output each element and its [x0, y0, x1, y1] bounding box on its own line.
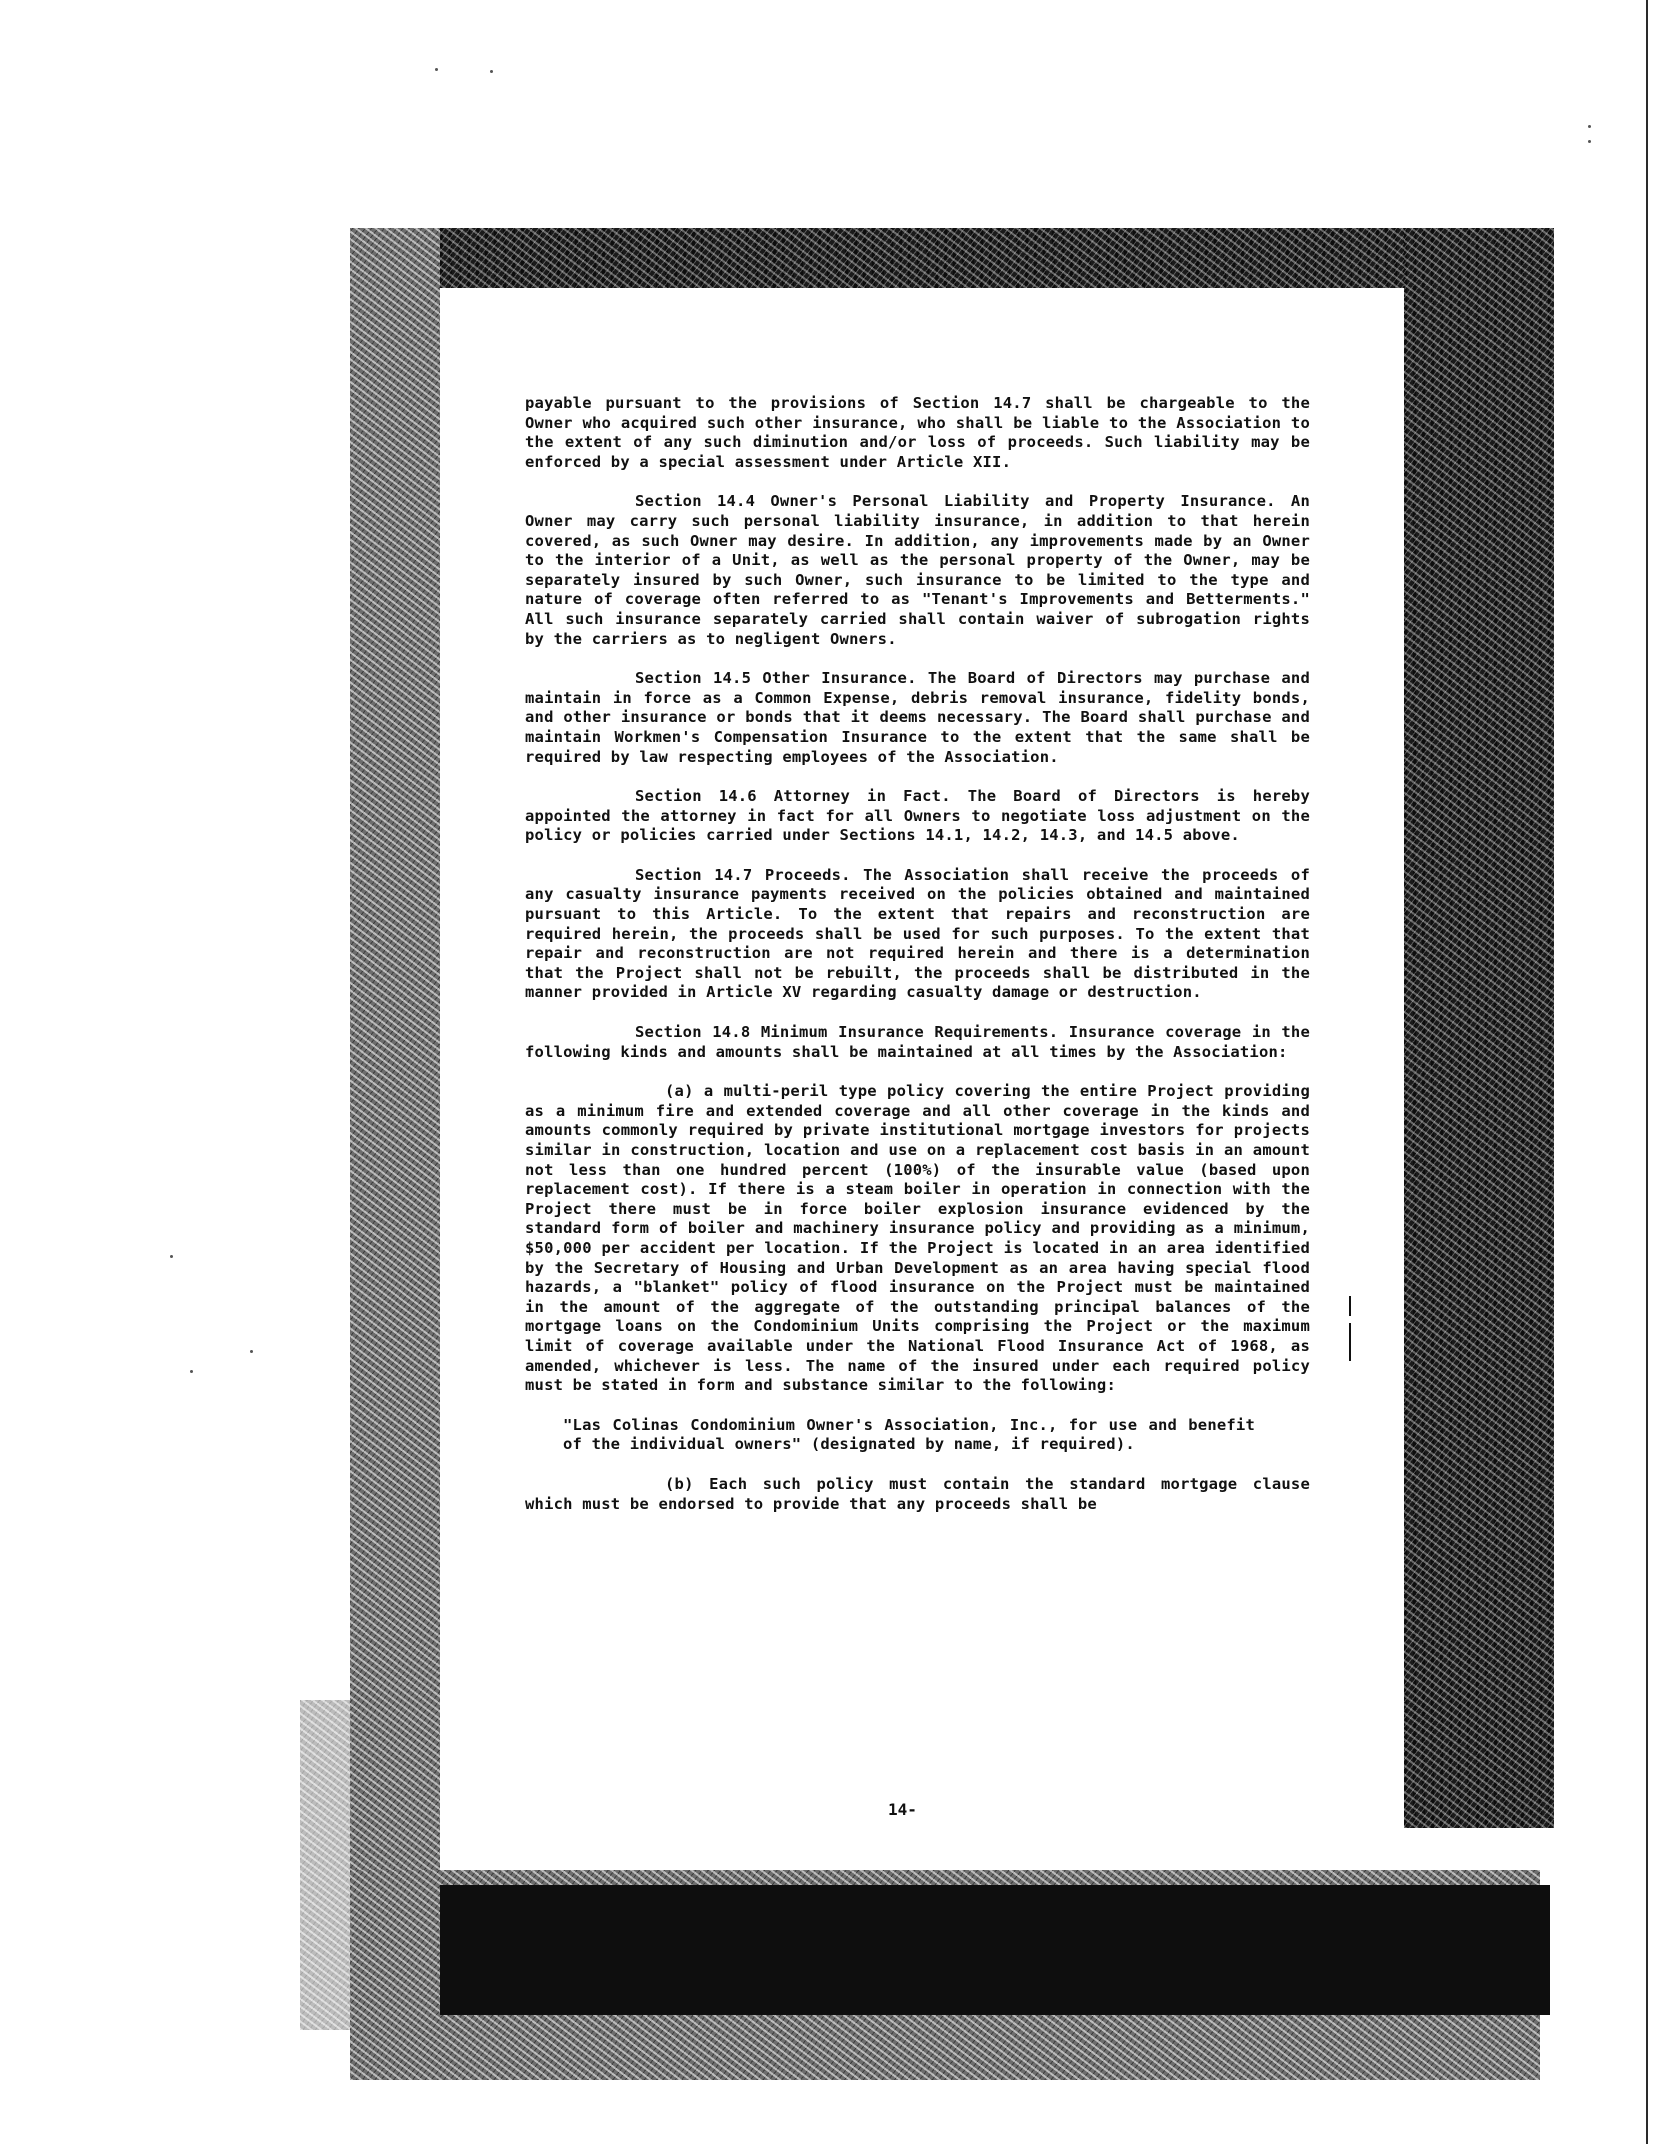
scan-border-top	[350, 228, 1540, 288]
scan-speck	[490, 70, 493, 73]
clause-a: (a) a multi-peril type policy covering the entire Project providing as a minimum fire and extended coverage and all other coverage in the kinds and amounts commonly required by private institutional mortgage investors for projects similar in construction, location and use on a replacement cost basis in an amount not less than one hundred percent (100%) of the insurable value (based upon replacement cost). If there is a steam boiler in operation in connection with the Project there must be in force boiler explosion insurance evidenced by the standard form of boiler and machinery insurance policy and providing as a minimum, $50,000 per accident per location. If the Project is located in an area identified by the Secretary of Housing and Urban Development as an area having special flood hazards, a "blanket" policy of flood insurance on the Project must be maintained in the amount of the aggregate of the outstanding principal balances of the mortgage loans on the Condominium Units comprising the Project or the maximum limit of coverage available under the National Flood Insurance Act of 1968, as amended, whichever is less. The name of the insured under each required policy must be stated in form and substance similar to the following:	[525, 1082, 1310, 1395]
scan-speck	[250, 1350, 253, 1353]
section-14-4: Section 14.4 Owner's Personal Liability and Property Insurance. An Owner may carry such personal liability insurance, in addition to that herein covered, as such Owner may desire. In addition, any improvements made by an Owner to the interior of a Unit, as well as the personal property of the Owner, may be separately insured by such Owner, such insurance to be limited to the type and nature of coverage often referred to as "Tenant's Improvements and Betterments." All such insurance separately carried shall contain waiver of subrogation rights by the carriers as to negligent Owners.	[525, 492, 1310, 648]
page-number: 14-	[888, 1800, 917, 1819]
revision-bar	[1349, 1323, 1351, 1361]
clause-b: (b) Each such policy must contain the standard mortgage clause which must be endorsed to provide that any proceeds shall be	[525, 1474, 1310, 1513]
scan-speck	[435, 68, 438, 71]
paragraph-continued: payable pursuant to the provisions of Section 14.7 shall be chargeable to the Owner who acquired such other insurance, who shall be liable to the Association to the extent of any such diminution and/or loss of proceeds. Such liability may be enforced by a special assessment under Article XII.	[525, 394, 1310, 471]
section-14-8: Section 14.8 Minimum Insurance Requirements. Insurance coverage in the following kinds and amounts shall be maintained at all times by the Association:	[525, 1023, 1310, 1061]
page-edge-line	[1646, 0, 1648, 2144]
scan-speck	[1588, 140, 1591, 143]
section-14-7: Section 14.7 Proceeds. The Association shall receive the proceeds of any casualty insurance payments received on the policies obtained and maintained pursuant to this Article. To the extent that repairs and reconstruction are required herein, the proceeds shall be used for such purposes. To the extent that repair and reconstruction are not required herein and there is a determination that the Project shall not be rebuilt, the proceeds shall be distributed in the manner provided in Article XV regarding casualty damage or destruction.	[525, 865, 1310, 1002]
revision-bar	[1349, 1296, 1351, 1316]
insured-name-quote: "Las Colinas Condominium Owner's Association, Inc., for use and benefit of the individual owners" (designated by name, if required).	[563, 1415, 1255, 1454]
scan-border-right	[1404, 228, 1554, 1828]
scan-speck	[190, 1370, 193, 1373]
scan-speck	[1588, 125, 1591, 128]
scan-speck	[170, 1255, 173, 1258]
document-body	[525, 394, 1310, 1514]
section-14-5: Section 14.5 Other Insurance. The Board of Directors may purchase and maintain in force as a Common Expense, debris removal insurance, fidelity bonds, and other insurance or bonds that it deems necessary. The Board shall purchase and maintain Workmen's Compensation Insurance to the extent that the same shall be required by law respecting employees of the Association.	[525, 669, 1310, 766]
scan-border-left	[350, 228, 440, 1908]
section-14-6: Section 14.6 Attorney in Fact. The Board of Directors is hereby appointed the attorney in fact for all Owners to negotiate loss adjustment on the policy or policies carried under Sections 14.1, 14.2, 14.3, and 14.5 above.	[525, 787, 1310, 845]
scan-shadow-bottom	[440, 1885, 1550, 2015]
